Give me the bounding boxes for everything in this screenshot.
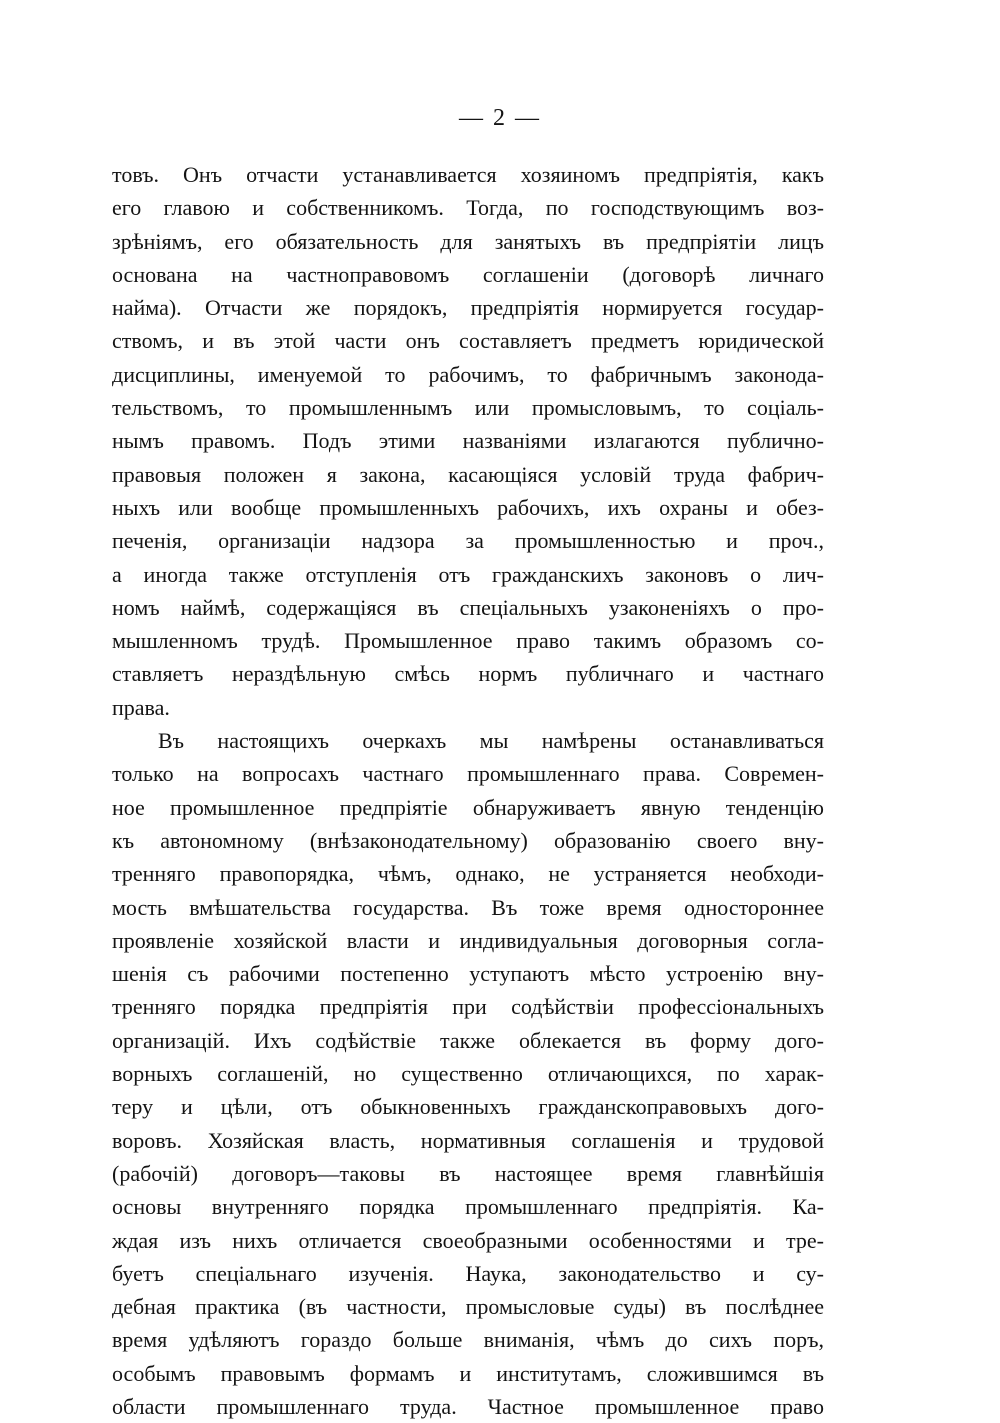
text-line: товъ. Онъ отчасти устанавливается хозяиномъ предпріятія, какъ (112, 162, 824, 187)
text-line: основы внутренняго порядка промышленнаго предпріятія. Ка- (112, 1194, 824, 1220)
text-line: только на вопросахъ частнаго промышленнаго права. Современ- (112, 761, 824, 787)
page-text (112, 158, 824, 1423)
text-line: дебная практика (въ частности, промысловые суды) въ послѣднее (112, 1294, 824, 1320)
text-line: мышленномъ трудѣ. Промышленное право такимъ образомъ со- (112, 628, 824, 654)
text-line: буетъ спеціальнаго изученія. Наука, законодательство и су- (112, 1260, 824, 1286)
text-line: Въ настоящихъ очеркахъ мы намѣрены останавливаться (158, 728, 824, 754)
text-line: тренняго правопорядка, чѣмъ, однако, не устраняется необходи- (112, 861, 824, 887)
text-line: ждая изъ нихъ отличается своеобразными особенностями и тре- (112, 1227, 824, 1253)
text-line: организацій. Ихъ содѣйствіе также облекается въ форму дого- (112, 1027, 824, 1053)
text-line: ствомъ, и въ этой части онъ составляетъ предметъ юридической (112, 328, 824, 354)
text-line: особымъ правовымъ формамъ и институтамъ, сложившимся въ (112, 1360, 824, 1386)
text-line: его главою и собственникомъ. Тогда, по господствующимъ воз- (112, 195, 824, 221)
text-line: нымъ правомъ. Подъ этими названіями излагаются публично- (112, 428, 824, 454)
text-line: номъ наймѣ, содержащіяся въ спеціальныхъ узаконеніяхъ о про- (112, 594, 824, 620)
text-line: печенія, организаціи надзора за промышленностью и проч., (112, 528, 824, 554)
text-line: права. (112, 694, 170, 720)
text-line: найма). Отчасти же порядокъ, предпріятія нормируется государ- (112, 295, 824, 321)
text-line: дисциплины, именуемой то рабочимъ, то фабричнымъ законода- (112, 361, 824, 387)
text-line: время удѣляютъ гораздо больше вниманія, чѣмъ до сихъ поръ, (112, 1327, 824, 1353)
text-line: а иногда также отступленія отъ гражданскихъ законовъ о лич- (112, 561, 824, 587)
text-line: мость вмѣшательства государства. Въ тоже время одностороннее (112, 894, 824, 920)
text-line: ворныхъ соглашеній, но существенно отличающихся, по харак- (112, 1061, 824, 1087)
text-line: ное промышленное предпріятіе обнаруживаетъ явную тенденцію (112, 794, 824, 820)
text-line: области промышленнаго труда. Частное промышленное право (112, 1393, 824, 1419)
text-line: проявленіе хозяйской власти и индивидуальныя договорныя согла- (112, 927, 824, 953)
paragraph-1 (112, 158, 824, 724)
text-line: ныхъ или вообще промышленныхъ рабочихъ, ихъ охраны и обез- (112, 494, 824, 520)
text-line: къ автономному (внѣзаконодательному) образованію своего вну- (112, 827, 824, 853)
text-line: основана на частноправовомъ соглашеніи (договорѣ личнаго (112, 261, 824, 287)
text-line: ставляетъ нераздѣльную смѣсь нормъ публичнаго и частнаго (112, 661, 824, 687)
text-line: зрѣніямъ, его обязательность для занятыхъ въ предпріятіи лицъ (112, 228, 824, 254)
paragraph-2 (112, 724, 824, 1423)
text-line: (рабочій) договоръ—таковы въ настоящее время главнѣйшія (112, 1160, 824, 1186)
text-line: воровъ. Хозяйская власть, нормативныя соглашенія и трудовой (112, 1127, 824, 1153)
text-line: шенія съ рабочими постепенно уступаютъ мѣсто устроенію вну- (112, 961, 824, 987)
text-line: тренняго порядка предпріятія при содѣйствіи профессіональныхъ (112, 994, 824, 1020)
page-number: — 2 — (459, 105, 541, 131)
text-line: правовыя положен я закона, касающіяся условій труда фабрич- (112, 461, 824, 487)
text-line: теру и цѣли, отъ обыкновенныхъ гражданскоправовыхъ дого- (112, 1094, 824, 1120)
text-line: тельствомъ, то промышленнымъ или промысловымъ, то соціаль- (112, 395, 824, 421)
